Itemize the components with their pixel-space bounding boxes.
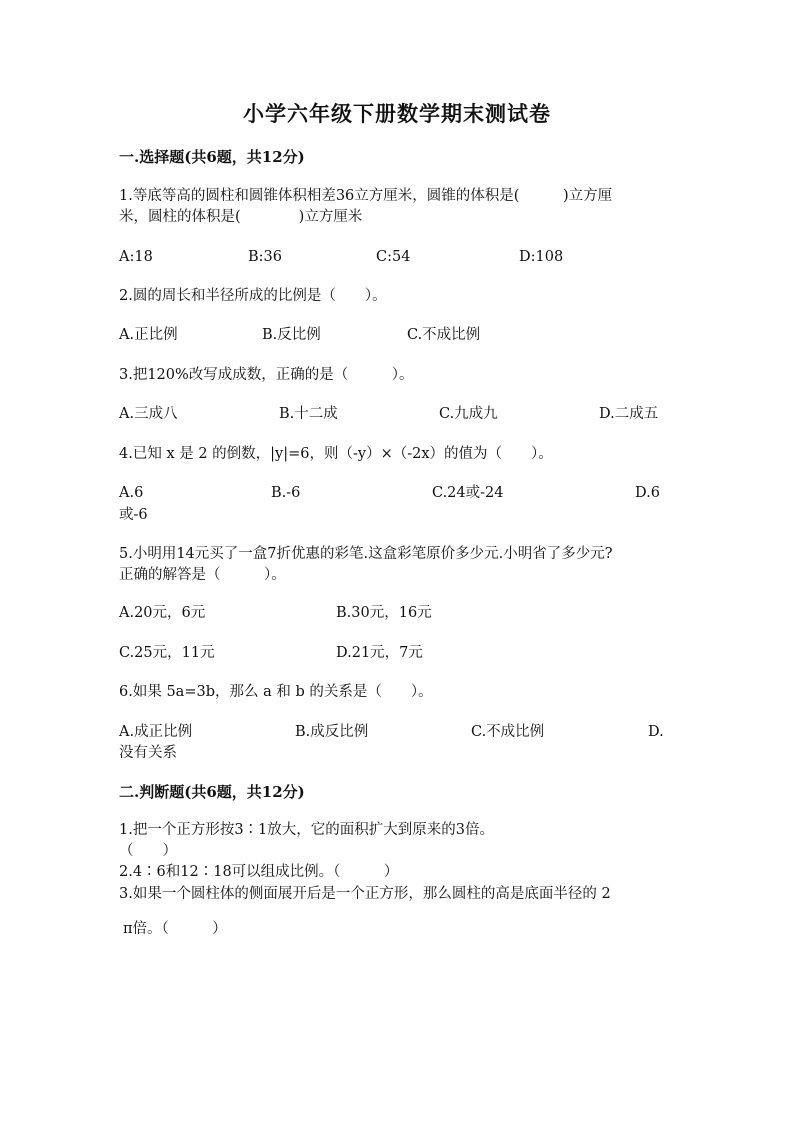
q5-option-c: C.25元，11元 xyxy=(119,645,215,661)
q6-option-c: C.不成比例 xyxy=(471,724,545,740)
q6-option-a: A.成正比例 xyxy=(119,724,193,740)
question-6-line-1: 6.如果 5a=3b，那么 a 和 b 的关系是（ ）。 xyxy=(119,684,433,700)
question-5-line-1: 5.小明用14元买了一盒7折优惠的彩笔.这盒彩笔原价多少元.小明省了多少元? xyxy=(119,546,613,562)
q6-option-b: B.成反比例 xyxy=(295,724,369,740)
question-2-line-1: 2.圆的周长和半径所成的比例是（ ）。 xyxy=(119,288,387,304)
judge-3-line-2: π倍。（ ） xyxy=(123,921,227,937)
q3-option-c: C.九成九 xyxy=(439,406,498,422)
q1-option-d: D:108 xyxy=(519,249,564,265)
q4-option-c: C.24或-24 xyxy=(432,485,504,501)
section-heading-judge: 二.判断题(共6题，共12分) xyxy=(119,783,305,801)
judge-1-line-2: （ ） xyxy=(119,843,177,859)
question-5-line-2: 正确的解答是（ ）。 xyxy=(119,567,286,583)
question-1-line-1: 1.等底等高的圆柱和圆锥体积相差36立方厘米，圆锥的体积是( )立方厘 xyxy=(119,188,613,204)
q4-option-b: B.-6 xyxy=(271,485,301,501)
q3-option-b: B.十二成 xyxy=(279,406,338,422)
q6-option-d: D. xyxy=(648,724,664,740)
q1-option-b: B:36 xyxy=(248,249,282,265)
q2-option-c: C.不成比例 xyxy=(407,327,481,343)
judge-1-line-1: 1.把一个正方形按3∶1放大，它的面积扩大到原来的3倍。 xyxy=(119,822,495,838)
section-heading-choice: 一.选择题(共6题，共12分) xyxy=(119,148,305,166)
question-4-line-1: 4.已知 x 是 2 的倒数，|y|=6，则（-y）×（-2x）的值为（ ）。 xyxy=(119,446,553,462)
q2-option-a: A.正比例 xyxy=(119,327,178,343)
q4-option-d: D.6 xyxy=(635,485,660,501)
q2-option-b: B.反比例 xyxy=(262,327,321,343)
page-title: 小学六年级下册数学期末测试卷 xyxy=(243,101,551,126)
judge-3-line-1: 3.如果一个圆柱体的侧面展开后是一个正方形，那么圆柱的高是底面半径的 2 xyxy=(119,886,611,902)
q4-option-a: A.6 xyxy=(119,485,144,501)
q5-option-a: A.20元，6元 xyxy=(119,605,206,621)
q5-option-d: D.21元，7元 xyxy=(336,645,423,661)
judge-2-line-1: 2.4∶6和12∶18可以组成比例。（ ） xyxy=(119,864,399,880)
q1-option-c: C:54 xyxy=(376,249,411,265)
q3-option-a: A.三成八 xyxy=(119,406,178,422)
question-1-line-2: 米，圆柱的体积是( )立方厘米 xyxy=(119,209,363,225)
q5-option-b: B.30元，16元 xyxy=(336,605,432,621)
q6-option-d-wrap: 没有关系 xyxy=(119,745,177,761)
q4-option-d-wrap: 或-6 xyxy=(119,507,148,523)
question-3-line-1: 3.把120%改写成成数，正确的是（ ）。 xyxy=(119,367,414,383)
q1-option-a: A:18 xyxy=(119,249,153,265)
q3-option-d: D.二成五 xyxy=(599,406,659,422)
